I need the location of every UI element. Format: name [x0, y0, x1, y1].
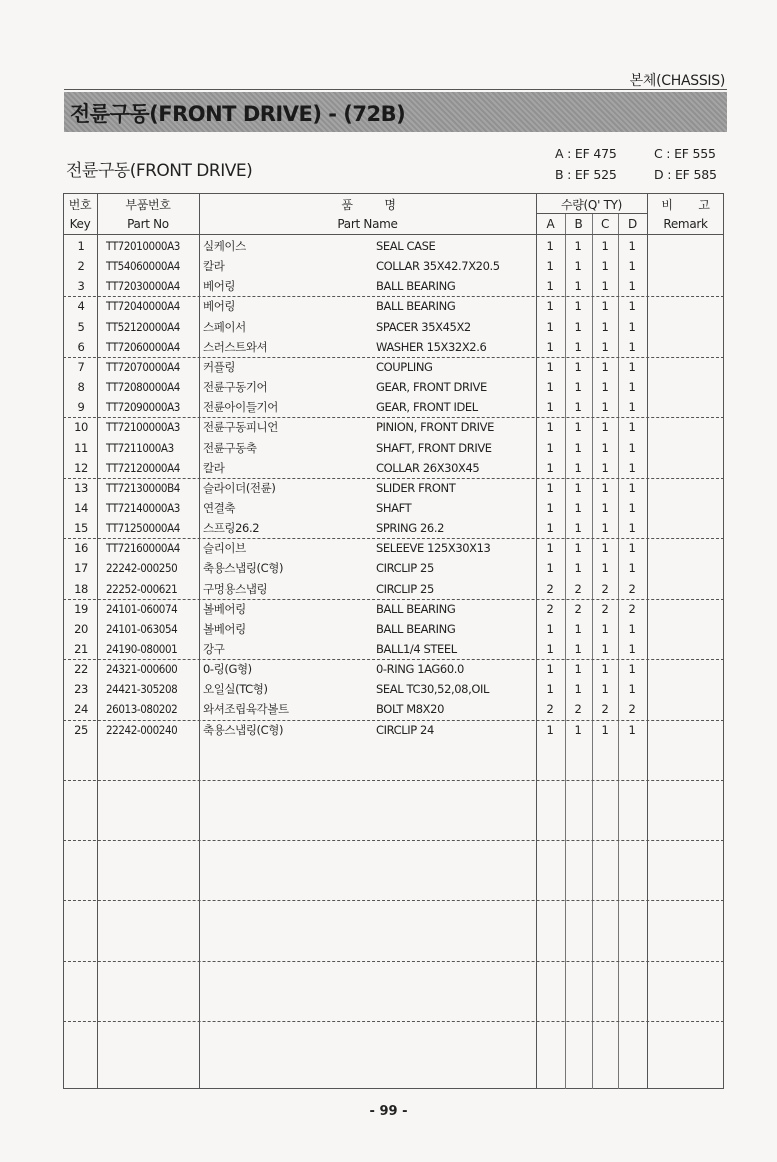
row-qty-d: 1: [628, 380, 636, 395]
row-part-name-kr: 스러스트와셔: [203, 339, 268, 354]
row-part-number: 22252-000621: [106, 581, 178, 596]
row-key: 3: [77, 279, 85, 294]
row-part-name-en: SLIDER FRONT: [376, 480, 456, 495]
row-key: 23: [74, 682, 88, 697]
row-part-name-kr: 스페이서: [203, 319, 246, 334]
row-qty-c: 1: [601, 259, 609, 274]
row-qty-a: 1: [546, 722, 554, 737]
row-qty-a: 1: [546, 239, 554, 253]
header-col-d: D: [628, 217, 637, 231]
row-key: 22: [74, 662, 88, 677]
row-group-separator: [63, 296, 724, 297]
header-remark-kr-2: 고: [698, 198, 710, 212]
row-part-name-en: BOLT M8X20: [376, 702, 444, 717]
row-qty-d: 1: [628, 279, 636, 294]
row-part-number: 24101-060074: [106, 601, 178, 616]
row-part-name-en: BALL BEARING: [376, 601, 456, 616]
row-part-number: 24321-000600: [106, 662, 178, 677]
row-key: 13: [74, 480, 88, 495]
header-col-c: C: [600, 217, 610, 231]
row-group-separator: [63, 720, 724, 721]
row-qty-a: 2: [546, 601, 554, 616]
row-part-name-kr: 볼베어링: [203, 601, 246, 616]
row-part-name-en: SEAL TC30,52,08,OIL: [376, 682, 489, 697]
row-qty-d: 1: [628, 239, 636, 253]
row-part-name-kr: 전륜아이들기어: [203, 400, 278, 415]
row-qty-b: 1: [574, 420, 582, 435]
model-legend-right: [654, 143, 717, 185]
row-key: 16: [74, 541, 88, 556]
row-part-name-en: COLLAR 26X30X45: [376, 460, 480, 475]
row-qty-d: 1: [628, 521, 636, 536]
row-group-separator: [63, 961, 724, 962]
row-key: 24: [74, 702, 88, 717]
row-part-name-kr: 구멍용스냅링: [203, 581, 268, 596]
row-key: 6: [77, 339, 85, 354]
row-qty-c: 1: [601, 339, 609, 354]
row-part-name-kr: 커플링: [203, 359, 236, 374]
row-qty-a: 1: [546, 420, 554, 435]
row-qty-a: 1: [546, 621, 554, 636]
row-part-name-en: COLLAR 35X42.7X20.5: [376, 259, 500, 274]
banner-title: 전륜구동(FRONT DRIVE) - (72B): [70, 102, 406, 126]
row-part-number: TT72120000A4: [106, 460, 180, 475]
section-label: 본체(CHASSIS): [629, 73, 725, 89]
header-name-en: Part Name: [337, 217, 398, 231]
row-part-name-kr: 슬라이더(전륜): [203, 480, 276, 495]
row-qty-b: 1: [574, 279, 582, 294]
row-qty-b: 1: [574, 541, 582, 556]
row-qty-c: 1: [601, 420, 609, 435]
row-part-name-kr: 전륜구동피니언: [203, 420, 278, 435]
row-key: 17: [74, 561, 88, 576]
row-qty-d: 1: [628, 319, 636, 334]
row-qty-d: 1: [628, 359, 636, 374]
row-qty-b: 1: [574, 319, 582, 334]
row-qty-d: 1: [628, 561, 636, 576]
row-qty-b: 1: [574, 339, 582, 354]
row-qty-b: 2: [574, 581, 582, 596]
row-qty-a: 1: [546, 259, 554, 274]
row-part-number: TT72010000A3: [106, 239, 180, 253]
row-qty-c: 1: [601, 380, 609, 395]
row-qty-d: 1: [628, 460, 636, 475]
row-qty-c: 1: [601, 642, 609, 656]
row-group-separator: [63, 659, 724, 660]
model-c: C : EF 555: [654, 146, 716, 161]
row-group-separator: [63, 599, 724, 600]
row-part-name-kr: 전륜구동축: [203, 440, 257, 455]
row-qty-c: 1: [601, 500, 609, 515]
row-part-number: 22242-000250: [106, 561, 178, 576]
col-divider: [647, 193, 648, 1089]
row-qty-a: 1: [546, 682, 554, 697]
row-key: 19: [74, 601, 88, 616]
row-qty-c: 1: [601, 662, 609, 677]
row-qty-c: 2: [601, 581, 609, 596]
row-qty-d: 2: [628, 601, 636, 616]
row-qty-c: 1: [601, 521, 609, 536]
row-qty-d: 1: [628, 500, 636, 515]
row-qty-d: 1: [628, 420, 636, 435]
row-key: 25: [74, 722, 88, 737]
row-part-name-en: SELEEVE 125X30X13: [376, 541, 491, 556]
row-part-name-en: GEAR, FRONT DRIVE: [376, 380, 487, 395]
row-part-name-kr: 슬리이브: [203, 541, 246, 556]
row-qty-b: 1: [574, 621, 582, 636]
row-group-separator: [63, 780, 724, 781]
header-remark-en: Remark: [663, 217, 708, 231]
row-part-name-kr: 연결축: [203, 500, 236, 515]
row-qty-a: 1: [546, 279, 554, 294]
header-key-en: Key: [69, 217, 91, 231]
row-qty-a: 1: [546, 299, 554, 314]
row-qty-c: 1: [601, 400, 609, 415]
row-part-name-kr: 볼베어링: [203, 621, 246, 636]
model-b: B : EF 525: [555, 167, 617, 182]
header-qty: 수량(Q' TY): [560, 198, 623, 212]
row-part-number: 24421-305208: [106, 682, 178, 697]
row-part-name-en: WASHER 15X32X2.6: [376, 339, 487, 354]
row-qty-a: 1: [546, 561, 554, 576]
row-part-name-en: SPACER 35X45X2: [376, 319, 471, 334]
row-key: 10: [74, 420, 88, 435]
row-qty-a: 1: [546, 521, 554, 536]
row-key: 9: [77, 400, 85, 415]
row-part-name-kr: 축용스냅링(C형): [203, 722, 284, 737]
row-part-number: TT72080000A4: [106, 380, 180, 395]
qty-header-rule: [536, 213, 647, 214]
row-qty-b: 1: [574, 400, 582, 415]
row-group-separator: [63, 900, 724, 901]
row-qty-d: 2: [628, 702, 636, 717]
row-qty-b: 1: [574, 722, 582, 737]
row-part-number: TT72130000B4: [106, 480, 180, 495]
row-qty-c: 2: [601, 601, 609, 616]
row-qty-c: 1: [601, 621, 609, 636]
row-key: 18: [74, 581, 88, 596]
row-key: 12: [74, 460, 88, 475]
row-part-number: TT7211000A3: [106, 440, 174, 455]
row-group-separator: [63, 357, 724, 358]
row-key: 21: [74, 642, 88, 656]
row-group-separator: [63, 1021, 724, 1022]
row-part-number: 24190-080001: [106, 642, 178, 656]
row-qty-c: 1: [601, 279, 609, 294]
row-key: 8: [77, 380, 85, 395]
model-a: A : EF 475: [555, 146, 617, 161]
row-qty-d: 1: [628, 662, 636, 677]
row-part-name-en: PINION, FRONT DRIVE: [376, 420, 494, 435]
row-part-number: TT72030000A4: [106, 279, 180, 294]
row-qty-b: 1: [574, 359, 582, 374]
row-part-name-kr: 칼라: [203, 259, 225, 274]
row-part-name-kr: 강구: [203, 642, 225, 656]
row-qty-a: 2: [546, 702, 554, 717]
row-qty-a: 1: [546, 480, 554, 495]
header-name-kr-2: 명: [384, 198, 396, 212]
page-subtitle: 전륜구동(FRONT DRIVE): [66, 161, 253, 181]
row-qty-d: 2: [628, 581, 636, 596]
row-qty-c: 1: [601, 299, 609, 314]
row-part-name-en: SHAFT, FRONT DRIVE: [376, 440, 492, 455]
row-qty-c: 1: [601, 682, 609, 697]
row-qty-c: 1: [601, 319, 609, 334]
row-qty-c: 1: [601, 541, 609, 556]
top-rule: [64, 89, 727, 90]
row-qty-b: 1: [574, 259, 582, 274]
row-group-separator: [63, 840, 724, 841]
header-partno-en: Part No: [127, 217, 169, 231]
row-part-name-kr: 칼라: [203, 460, 225, 475]
row-qty-a: 1: [546, 339, 554, 354]
row-part-name-en: CIRCLIP 24: [376, 722, 434, 737]
row-key: 15: [74, 521, 88, 536]
row-qty-a: 1: [546, 500, 554, 515]
row-qty-d: 1: [628, 621, 636, 636]
row-qty-d: 1: [628, 440, 636, 455]
row-part-name-kr: 오일실(TC형): [203, 682, 268, 697]
row-qty-a: 1: [546, 662, 554, 677]
model-d: D : EF 585: [654, 167, 717, 182]
row-part-name-kr: 스프링26.2: [203, 521, 260, 536]
row-part-number: 26013-080202: [106, 702, 178, 717]
row-qty-b: 1: [574, 460, 582, 475]
row-qty-b: 1: [574, 642, 582, 656]
row-part-number: TT71250000A4: [106, 521, 180, 536]
row-qty-b: 1: [574, 440, 582, 455]
row-qty-b: 1: [574, 662, 582, 677]
row-qty-a: 1: [546, 359, 554, 374]
row-group-separator: [63, 538, 724, 539]
row-part-name-en: SEAL CASE: [376, 239, 436, 253]
row-qty-c: 1: [601, 561, 609, 576]
row-qty-d: 1: [628, 541, 636, 556]
header-remark-kr-1: 비: [661, 198, 673, 212]
row-qty-a: 1: [546, 541, 554, 556]
row-qty-a: 1: [546, 642, 554, 656]
row-part-name-en: BALL BEARING: [376, 299, 456, 314]
row-qty-d: 1: [628, 642, 636, 656]
row-qty-c: 1: [601, 460, 609, 475]
row-part-number: 24101-063054: [106, 621, 178, 636]
row-part-number: TT72070000A4: [106, 359, 180, 374]
row-part-name-en: SPRING 26.2: [376, 521, 444, 536]
row-qty-b: 1: [574, 561, 582, 576]
row-qty-d: 1: [628, 480, 636, 495]
row-part-number: TT72090000A3: [106, 400, 180, 415]
row-group-separator: [63, 417, 724, 418]
header-col-a: A: [546, 217, 555, 231]
row-part-number: TT72100000A3: [106, 420, 180, 435]
row-part-name-en: SHAFT: [376, 500, 412, 515]
row-qty-a: 1: [546, 380, 554, 395]
row-part-name-kr: 실케이스: [203, 239, 246, 253]
row-qty-b: 1: [574, 480, 582, 495]
row-qty-d: 1: [628, 339, 636, 354]
row-qty-b: 1: [574, 239, 582, 253]
row-key: 5: [77, 319, 85, 334]
row-qty-c: 1: [601, 440, 609, 455]
row-part-name-kr: 0-링(G형): [203, 662, 252, 677]
row-qty-b: 2: [574, 702, 582, 717]
model-legend-left: [555, 143, 617, 185]
header-bottom-rule: [63, 234, 724, 235]
row-key: 2: [77, 259, 85, 274]
row-part-name-en: GEAR, FRONT IDEL: [376, 400, 478, 415]
row-key: 7: [77, 359, 85, 374]
row-part-name-en: CIRCLIP 25: [376, 581, 434, 596]
row-part-name-kr: 축용스냅링(C형): [203, 561, 284, 576]
row-qty-a: 2: [546, 581, 554, 596]
header-partno-kr: 부품번호: [125, 198, 171, 212]
row-qty-a: 1: [546, 400, 554, 415]
row-qty-c: 1: [601, 480, 609, 495]
row-part-name-en: 0-RING 1AG60.0: [376, 662, 464, 677]
row-key: 4: [77, 299, 85, 314]
row-qty-a: 1: [546, 440, 554, 455]
row-part-name-en: CIRCLIP 25: [376, 561, 434, 576]
row-qty-d: 1: [628, 400, 636, 415]
row-part-name-kr: 베어링: [203, 299, 236, 314]
row-part-number: TT72040000A4: [106, 299, 180, 314]
row-part-number: TT72160000A4: [106, 541, 180, 556]
row-qty-c: 2: [601, 702, 609, 717]
row-part-number: TT52120000A4: [106, 319, 180, 334]
row-qty-d: 1: [628, 259, 636, 274]
row-key: 20: [74, 621, 88, 636]
row-qty-c: 1: [601, 239, 609, 253]
row-qty-d: 1: [628, 682, 636, 697]
row-part-number: TT54060000A4: [106, 259, 180, 274]
row-part-number: TT72140000A3: [106, 500, 180, 515]
row-part-name-en: BALL1/4 STEEL: [376, 642, 457, 656]
row-group-separator: [63, 478, 724, 479]
header-name-kr-1: 품: [341, 198, 353, 212]
row-key: 1: [77, 239, 85, 253]
row-qty-a: 1: [546, 319, 554, 334]
row-part-name-en: COUPLING: [376, 359, 433, 374]
header-key-kr: 번호: [68, 198, 92, 212]
page-number: - 99 -: [369, 1104, 408, 1119]
header-col-b: B: [574, 217, 583, 231]
row-qty-b: 1: [574, 521, 582, 536]
row-qty-b: 2: [574, 601, 582, 616]
row-part-number: 22242-000240: [106, 722, 178, 737]
row-part-number: TT72060000A4: [106, 339, 180, 354]
row-qty-b: 1: [574, 380, 582, 395]
row-qty-b: 1: [574, 299, 582, 314]
row-qty-c: 1: [601, 722, 609, 737]
title-banner: [64, 92, 727, 132]
row-qty-b: 1: [574, 500, 582, 515]
row-key: 11: [74, 440, 88, 455]
row-qty-a: 1: [546, 460, 554, 475]
row-key: 14: [74, 500, 88, 515]
row-qty-b: 1: [574, 682, 582, 697]
row-part-name-kr: 전륜구동기어: [203, 380, 268, 395]
col-divider: [199, 193, 200, 1089]
row-qty-d: 1: [628, 722, 636, 737]
row-qty-d: 1: [628, 299, 636, 314]
row-part-name-en: BALL BEARING: [376, 621, 456, 636]
row-part-name-kr: 와셔조립육각볼트: [203, 702, 289, 717]
row-qty-c: 1: [601, 359, 609, 374]
row-part-name-kr: 베어링: [203, 279, 236, 294]
row-part-name-en: BALL BEARING: [376, 279, 456, 294]
